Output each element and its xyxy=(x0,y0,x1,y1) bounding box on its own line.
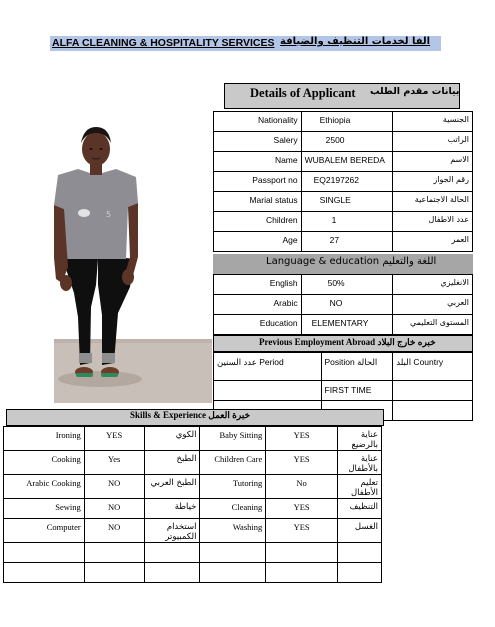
skill-value: YES xyxy=(266,499,338,519)
label-en: English xyxy=(214,275,302,295)
empty-cell xyxy=(144,563,200,583)
value: 50% xyxy=(301,275,393,295)
table-row xyxy=(4,475,382,499)
previous-employment-title: Previous Employment Abroad خبره خارج البلاد xyxy=(259,337,436,347)
skill-ar: تعليم الأطفال xyxy=(337,475,381,499)
label-en: Name xyxy=(214,152,302,172)
skill-en: Ironing xyxy=(4,427,85,451)
table-row xyxy=(4,499,382,519)
label-en: Education xyxy=(214,315,302,335)
label-ar: عدد الاطفال xyxy=(393,212,473,232)
skill-ar: الطبخ xyxy=(144,451,200,475)
label-ar: رقم الجواز xyxy=(393,172,473,192)
label-en: Children xyxy=(214,212,302,232)
table-row xyxy=(214,315,473,335)
table-row xyxy=(214,275,473,295)
value: NO xyxy=(301,295,393,315)
cell-period xyxy=(214,381,322,401)
company-name-en: ALFA CLEANING & HOSPITALITY SERVICES xyxy=(52,37,275,49)
skill-value: YES xyxy=(266,427,338,451)
label-en: Nationality xyxy=(214,112,302,132)
skill-ar: التنظيف xyxy=(337,499,381,519)
details-title-ar: بيانات مقدم الطلب xyxy=(370,86,460,97)
skill-value: NO xyxy=(84,519,144,543)
table-row xyxy=(214,353,473,381)
applicant-details-table xyxy=(213,111,473,252)
details-title-en: Details of Applicant xyxy=(250,86,356,100)
label-en: Age xyxy=(214,232,302,252)
col-position: Position الحالة xyxy=(321,353,393,381)
table-row xyxy=(214,112,473,132)
label-en: Arabic xyxy=(214,295,302,315)
empty-cell xyxy=(144,543,200,563)
skill-value: YES xyxy=(266,519,338,543)
company-name-ar: الفا لخدمات التنظيف والضيافة xyxy=(280,36,431,47)
skills-table xyxy=(3,426,382,583)
table-row xyxy=(214,295,473,315)
label-ar: الحالة الاجتماعية xyxy=(393,192,473,212)
skill-ar: استخدام الكمبيوتر xyxy=(144,519,200,543)
skill-en: Cleaning xyxy=(200,499,266,519)
value: 2500 xyxy=(301,132,393,152)
svg-text:5: 5 xyxy=(106,210,112,219)
skill-en: Computer xyxy=(4,519,85,543)
language-table xyxy=(213,274,473,335)
table-row xyxy=(4,451,382,475)
skill-ar: عناية بالرضيع xyxy=(337,427,381,451)
empty-cell xyxy=(4,543,85,563)
skill-en: Cooking xyxy=(4,451,85,475)
label-ar: الراتب xyxy=(393,132,473,152)
skill-value: YES xyxy=(266,451,338,475)
applicant-photo xyxy=(54,117,212,403)
value: WUBALEM BEREDA xyxy=(301,152,393,172)
cell-position: FIRST TIME xyxy=(321,381,393,401)
label-ar: العربي xyxy=(393,295,473,315)
table-row xyxy=(4,519,382,543)
skill-ar: الغسل xyxy=(337,519,381,543)
empty-cell xyxy=(266,563,338,583)
skill-value: NO xyxy=(84,475,144,499)
skill-en: Tutoring xyxy=(200,475,266,499)
table-row xyxy=(214,381,473,401)
language-title: Language & education اللغة والتعليم xyxy=(266,256,437,267)
label-en: Salery xyxy=(214,132,302,152)
empty-cell xyxy=(84,563,144,583)
label-ar: العمر xyxy=(393,232,473,252)
skills-title: Skills & Experience خبرة العمل xyxy=(130,410,251,420)
skill-en: Baby Sitting xyxy=(200,427,266,451)
table-row xyxy=(4,563,382,583)
table-row xyxy=(4,543,382,563)
empty-cell xyxy=(266,543,338,563)
skill-value: Yes xyxy=(84,451,144,475)
empty-cell xyxy=(337,543,381,563)
table-row xyxy=(214,232,473,252)
empty-cell xyxy=(4,563,85,583)
skill-ar: الكوي xyxy=(144,427,200,451)
skill-ar: عناية بالأطفال xyxy=(337,451,381,475)
label-en: Passport no xyxy=(214,172,302,192)
value: 1 xyxy=(301,212,393,232)
value: EQ2197262 xyxy=(301,172,393,192)
col-period: عدد السنين Period xyxy=(214,353,322,381)
skill-en: Arabic Cooking xyxy=(4,475,85,499)
skill-value: No xyxy=(266,475,338,499)
value: Ethiopia xyxy=(301,112,393,132)
label-ar: الانغليزي xyxy=(393,275,473,295)
label-ar: المستوى التعليمي xyxy=(393,315,473,335)
label-ar: الجنسية xyxy=(393,112,473,132)
cell-country xyxy=(393,381,473,401)
table-row xyxy=(214,152,473,172)
empty-cell xyxy=(200,563,266,583)
skill-en: Sewing xyxy=(4,499,85,519)
table-row xyxy=(4,427,382,451)
skill-value: NO xyxy=(84,499,144,519)
col-country: البلد Country xyxy=(393,353,473,381)
skill-value: YES xyxy=(84,427,144,451)
empty-cell xyxy=(84,543,144,563)
empty-cell xyxy=(337,563,381,583)
skill-ar: الطبخ العربي xyxy=(144,475,200,499)
table-row xyxy=(214,192,473,212)
table-row xyxy=(214,132,473,152)
skill-en: Washing xyxy=(200,519,266,543)
label-ar: الاسم xyxy=(393,152,473,172)
label-en: Marial status xyxy=(214,192,302,212)
table-row xyxy=(214,172,473,192)
value: SINGLE xyxy=(301,192,393,212)
skill-en: Children Care xyxy=(200,451,266,475)
skill-ar: خياطة xyxy=(144,499,200,519)
empty-cell xyxy=(200,543,266,563)
table-row xyxy=(214,212,473,232)
value: ELEMENTARY xyxy=(301,315,393,335)
value: 27 xyxy=(301,232,393,252)
cell-country xyxy=(393,401,473,421)
